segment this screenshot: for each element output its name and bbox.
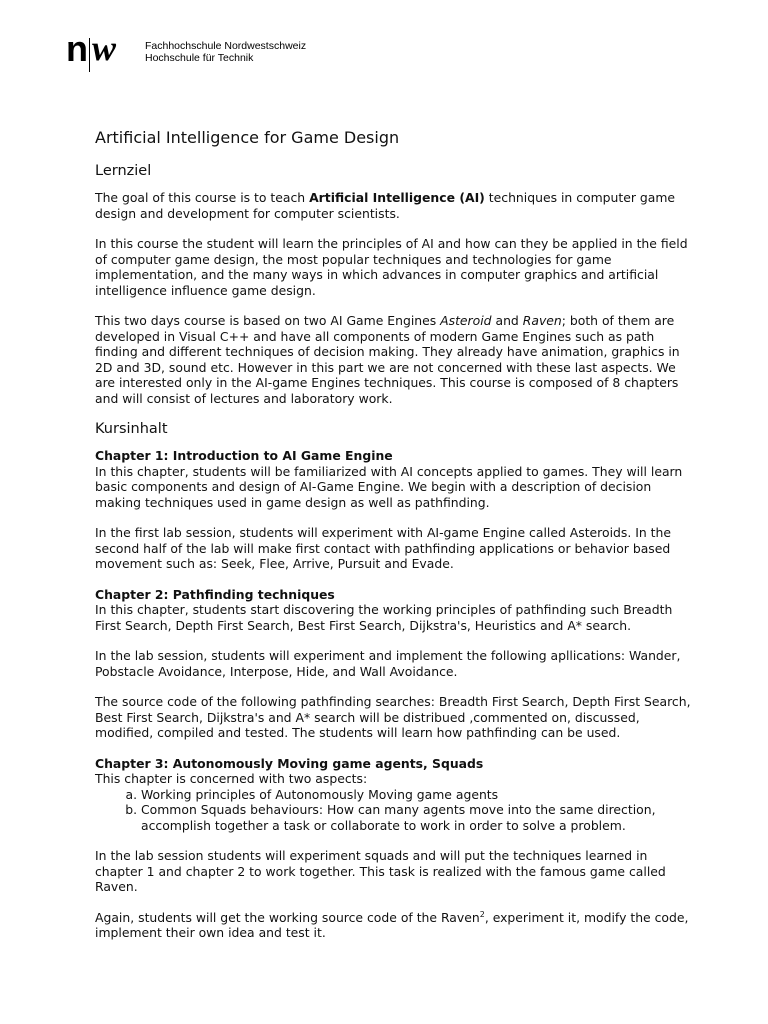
chapter-1-paragraph-2: In the first lab session, students will experiment with AI-game Engine called Asteroids. In the second half of the lab will make first contact with pathfinding applications or behavior based movement such as: Seek, Flee, Arrive, Pursuit and Evade.: [95, 525, 671, 571]
list-item: a. Working principles of Autonomously Moving game agents: [141, 787, 695, 803]
chapter-3-title: Chapter 3: Autonomously Moving game agents, Squads: [95, 755, 484, 771]
engines-text-end: ; both of them are developed in Visual C++ and have all components of modern Game Engines such as path finding and different techniques of decision making. They already have animation, graphics in 2D and 3D, sound etc. However in this part we are not concerned with these last aspects. We are interested only in the AI-game Engines techniques. This course is composed of 8 chapters and will consist of lectures and laboratory work.: [95, 313, 680, 406]
engines-text-and: and: [491, 313, 523, 328]
chapter-2-paragraph-3: The source code of the following pathfinding searches: Breadth First Search, Depth First Search, Best First Search, Dijkstra's and A* search will be distribued ,commented on, discussed, modified, compiled and tested. The students will learn how pathfinding can be used.: [95, 694, 691, 740]
chapter-3-list: [95, 787, 695, 834]
chapter-2-paragraph-1: In this chapter, students start discovering the working principles of pathfinding such Breadth First Search, Depth First Search, Best First Search, Dijkstra's, Heuristics and A* search.: [95, 602, 673, 633]
intro-text-start: The goal of this course is to teach: [95, 190, 310, 205]
institution-line-1: Fachhochschule Nordwestschweiz: [145, 40, 307, 52]
chapter-2-paragraph-2: In the lab session, students will experiment and implement the following apllications: Wander, Pobstacle Avoidance, Interpose, Hide, and Wall Avoidance.: [95, 648, 681, 679]
institution-name: [145, 40, 306, 64]
institution-line-2: Hochschule für Technik: [145, 52, 254, 64]
intro-paragraph: [95, 190, 695, 221]
chapter-1-title: Chapter 1: Introduction to AI Game Engine: [95, 448, 393, 463]
engines-paragraph: [95, 313, 695, 406]
page-header: [62, 28, 322, 72]
raven-text-start: Again, students will get the working source code of the Raven: [95, 909, 480, 925]
logo-letter-w: w: [92, 28, 117, 68]
logo-letter-n: n: [66, 28, 88, 69]
chapter-3-paragraph-2: In the lab session students will experiment squads and will put the techniques learned in chapter 1 and chapter 2 to work together. This task is realized with the famous game called Raven.: [95, 848, 666, 894]
engine-name-raven: Raven: [522, 313, 562, 328]
chapter-2-title: Chapter 2: Pathfinding techniques: [95, 586, 335, 602]
footnote-marker: 2: [479, 909, 485, 919]
chapter-3-intro: This chapter is concerned with two aspects:: [95, 771, 368, 786]
engine-name-asteroid: Asteroid: [440, 313, 492, 328]
list-item: b. Common Squads behaviours: How can many agents move into the same direction, accomplish together a task or collaborate to work in order to solve a problem.: [141, 802, 695, 833]
section-heading-kursinhalt: Kursinhalt: [95, 421, 168, 437]
course-paragraph: In this course the student will learn the principles of AI and how can they be applied in the field of computer game design, the most popular techniques and technologies for game implementation, and the many ways in which advances in computer graphics and artificial intelligence influence game design.: [95, 236, 688, 298]
chapter-1-paragraph-1: In this chapter, students will be familiarized with AI concepts applied to games. They will learn basic components and design of AI-Game Engine. We begin with a description of decision making techniques used in game design as well as pathfinding.: [95, 463, 683, 510]
engines-text-start: This two days course is based on two AI Game Engines: [95, 313, 441, 328]
raven-text-end: , experiment it, modify the code, implement their own idea and test it.: [95, 909, 689, 940]
chapter-3-paragraph-3: [95, 910, 695, 941]
document-title: Artificial Intelligence for Game Design: [95, 128, 400, 147]
section-heading-lernziel: Lernziel: [95, 163, 152, 179]
intro-text-end: techniques in computer game design and development for computer scientists.: [95, 190, 676, 221]
document-body: [95, 128, 695, 941]
logo-divider: [89, 38, 90, 72]
intro-bold-term: Artificial Intelligence (AI): [309, 190, 485, 205]
